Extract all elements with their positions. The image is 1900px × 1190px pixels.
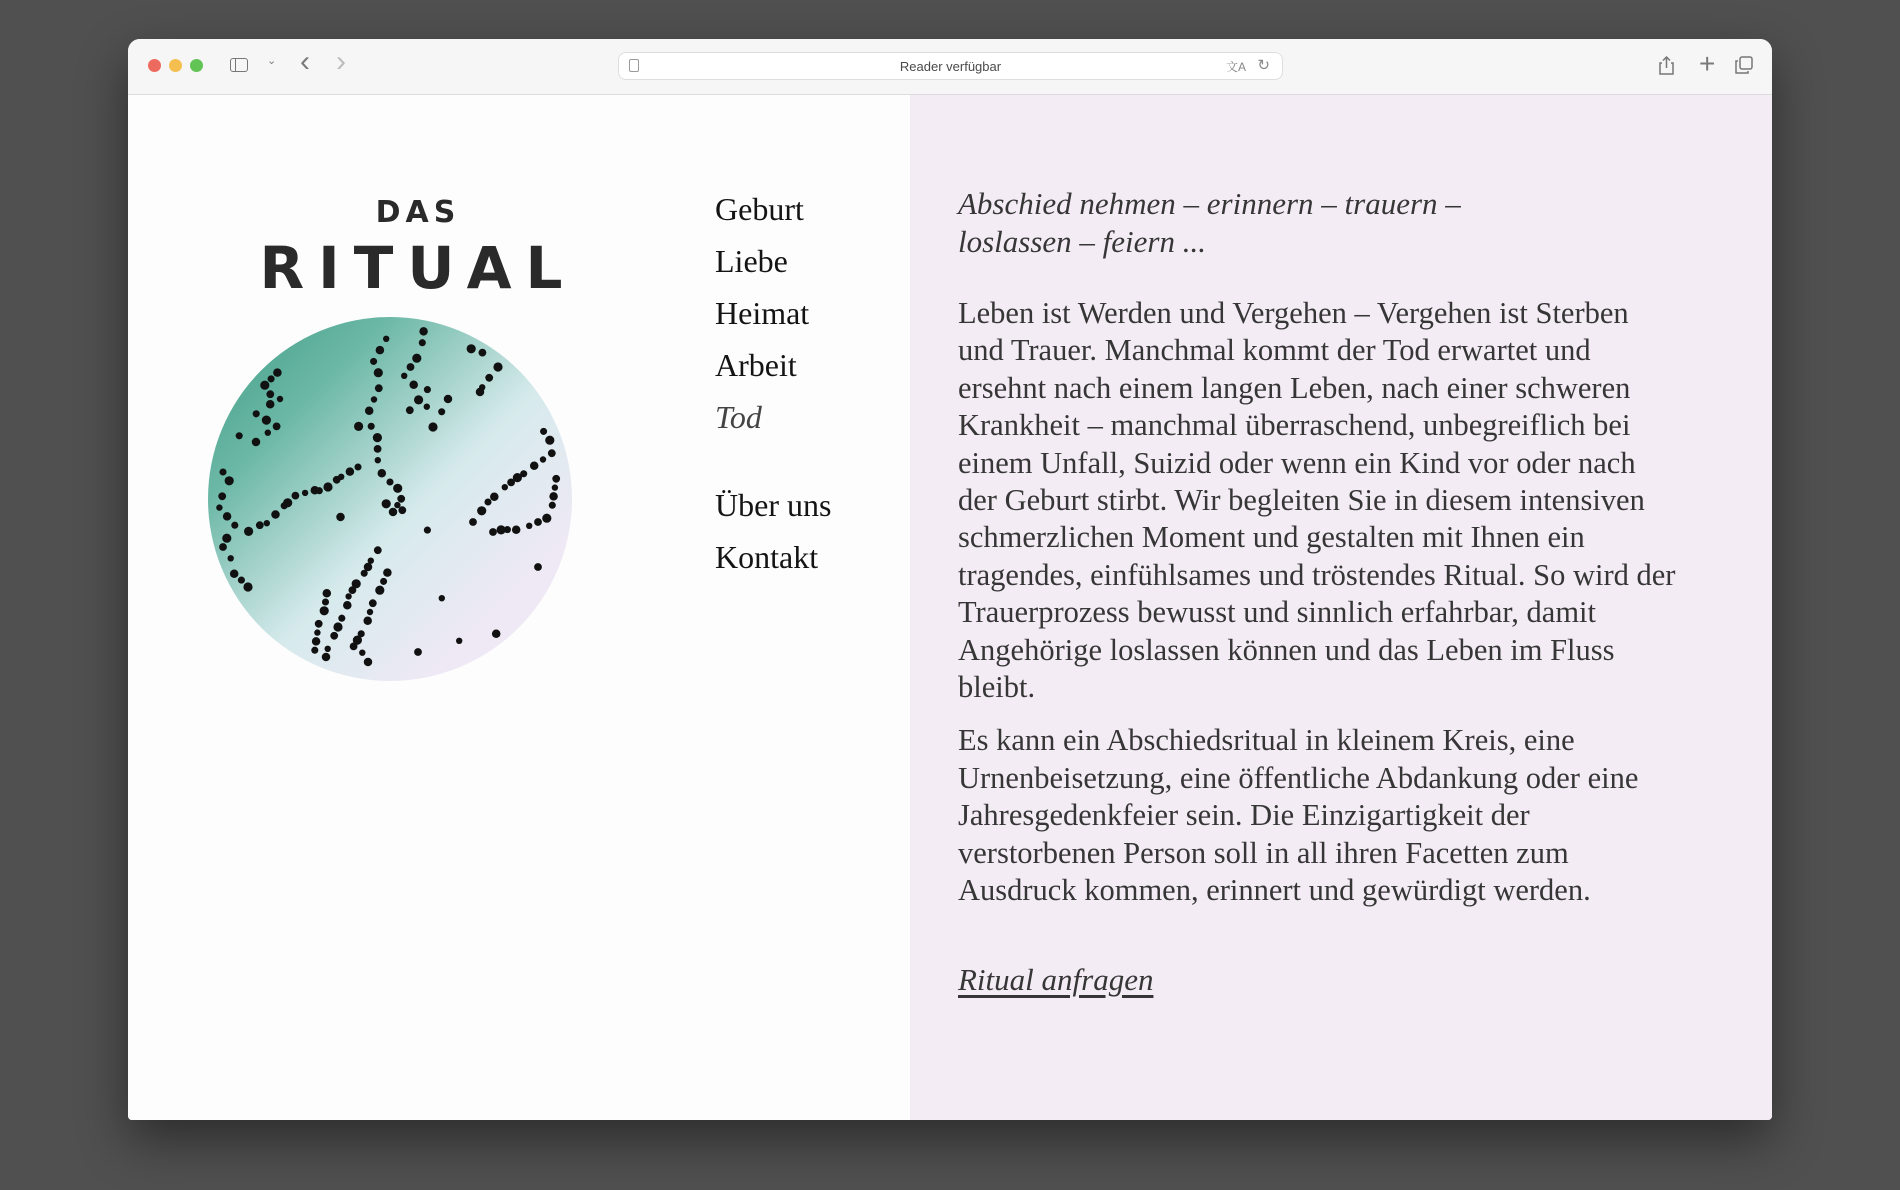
orb-dot (549, 502, 556, 509)
orb-dot (502, 484, 508, 490)
orb-dot (349, 586, 357, 594)
page-content (128, 95, 1772, 1120)
orb-dot (376, 346, 385, 355)
orb-dot (252, 438, 261, 447)
orb-dot (375, 384, 383, 392)
orb-dot (477, 506, 486, 515)
orb-dot (312, 637, 321, 646)
orb-dot (373, 433, 382, 442)
orb-dot (419, 327, 428, 336)
orb-dot (361, 570, 368, 577)
orb-dot (277, 396, 283, 402)
orb-dot (273, 368, 282, 377)
orb-dot (439, 595, 445, 601)
orb-dot (512, 526, 521, 535)
orb-dot (268, 375, 275, 382)
forward-arrow-icon[interactable]: › (336, 45, 346, 78)
orb-dot (485, 374, 493, 382)
orb-dot (545, 436, 554, 445)
orb-dot (231, 522, 238, 529)
logo-orb-illustration (208, 317, 572, 681)
site-logo[interactable] (208, 195, 628, 302)
orb-dot (238, 577, 245, 584)
orb-dot (489, 528, 497, 536)
orb-dot (228, 555, 234, 561)
orb-dot (534, 518, 542, 526)
translate-icon[interactable]: 文A (1225, 60, 1246, 74)
orb-dot (383, 336, 389, 342)
orb-dot (497, 525, 506, 534)
nav-spacer (715, 443, 831, 479)
orb-dot (493, 362, 502, 371)
orb-dot (371, 396, 377, 402)
orb-dot (218, 492, 226, 500)
orb-dot (552, 475, 560, 483)
orb-dot (216, 504, 222, 510)
orb-dot (438, 408, 445, 415)
orb-dot (322, 653, 331, 662)
orb-dot (333, 622, 342, 631)
orb-dot (260, 381, 269, 390)
orb-dot (343, 601, 352, 610)
orb-dot (243, 582, 252, 591)
orb-dot (322, 598, 329, 605)
orb-dot (397, 495, 405, 503)
orb-dot (363, 617, 372, 626)
orb-dot (320, 606, 329, 615)
orb-dot (350, 643, 358, 651)
orb-dot (345, 593, 351, 599)
orb-dot (354, 422, 363, 431)
nav-item-liebe[interactable]: Liebe (715, 243, 788, 279)
orb-circle (208, 317, 572, 681)
orb-dot (369, 599, 377, 607)
orb-dot (424, 404, 430, 410)
orb-dot (530, 462, 539, 471)
orb-dot (368, 423, 375, 430)
orb-dot (542, 514, 551, 523)
orb-dot (222, 534, 231, 543)
orb-dot (325, 646, 331, 652)
orb-dot (315, 620, 323, 628)
orb-dot (374, 368, 383, 377)
orb-dot (383, 568, 392, 577)
nav-item-geburt[interactable]: Geburt (715, 191, 804, 227)
orb-dot (273, 423, 281, 431)
right-pane (910, 95, 1772, 1120)
new-tab-icon[interactable]: + (1699, 48, 1716, 79)
article-lead: Abschied nehmen – erinnern – trauern – loslassen – feiern ... (958, 186, 1461, 259)
orb-dot (456, 638, 462, 644)
close-window-button[interactable] (148, 59, 161, 72)
orb-dot (401, 373, 407, 379)
orb-dot (302, 490, 308, 496)
reload-icon[interactable]: ↻ (1257, 57, 1270, 74)
back-arrow-icon[interactable]: ‹ (300, 45, 310, 78)
orb-dot (219, 543, 227, 551)
sidebar-toggle-icon[interactable] (230, 58, 248, 72)
orb-dot (534, 563, 542, 571)
article-paragraph-2: Es kann ein Abschiedsritual in kleinem Kreis, eine Urnenbeisetzung, eine öffentliche Abdankung oder eine Jahresgedenkfeier sein. Die Einzigartigkeit der verstorbenen Person soll in all ihren Facetten zum Ausdruck kommen, erinnert und gewürdigt werden. (958, 723, 1639, 908)
orb-dot (354, 463, 361, 470)
address-bar-text: Reader verfügbar (899, 59, 1002, 74)
left-pane (128, 95, 910, 1120)
orb-dot (552, 484, 558, 490)
orb-dot (264, 520, 270, 526)
orb-dot (378, 469, 387, 478)
orb-dot (364, 658, 373, 667)
orb-dot (244, 527, 253, 536)
article (958, 185, 1678, 998)
orb-dot (394, 502, 400, 508)
nav-item-arbeit[interactable]: Arbeit (715, 347, 797, 383)
logo-text-ritual: RITUAL (259, 234, 577, 302)
orb-dot (253, 410, 260, 417)
nav-item-ueber-uns[interactable]: Über uns (715, 487, 832, 523)
orb-dot (223, 512, 232, 521)
orb-dot (479, 349, 487, 357)
article-paragraph-1: Leben ist Werden und Vergehen – Vergehen ist Sterben und Trauer. Manchmal kommt der Tod erwartet und ersehnt nach einem langen Leben, nach einer schweren Krankheit – manchmal überraschend, unbegreiflich bei einem Unfall, Suizid oder wenn ein Kind vor oder nach der Geburt stirbt. Wir begleiten Sie in diesem intensiven schmerzlichen Moment und gestalten mit Ihnen ein tragendes, einfühlsames und tröstendes Ritual. So wird der Trauerprozess bewusst und sinnlich erfahrbar, damit Angehörige loslassen können und das Leben im Fluss bleibt. (958, 296, 1676, 705)
orb-dot (414, 395, 423, 404)
chevron-down-icon[interactable]: ⌄ (267, 55, 277, 67)
orb-dot (526, 523, 532, 529)
orb-dot (375, 457, 381, 463)
orb-dot (374, 445, 382, 453)
orb-dot (414, 648, 422, 656)
orb-dot (225, 476, 234, 485)
orb-dot (330, 632, 338, 640)
orb-dot (367, 609, 373, 615)
orb-dot (476, 388, 485, 397)
orb-dot (393, 484, 402, 493)
orb-dot (266, 390, 274, 398)
browser-window (128, 39, 1772, 1120)
orb-dot (467, 344, 476, 353)
orb-dot (314, 629, 320, 635)
orb-dot (365, 407, 374, 416)
address-bar[interactable] (618, 52, 1283, 80)
orb-dot (292, 492, 300, 500)
request-ritual-link[interactable]: Ritual anfragen (958, 961, 1154, 997)
orb-dot (338, 474, 344, 480)
orb-dot (230, 570, 239, 579)
orb-dot (323, 589, 332, 598)
nav-item-tod[interactable]: Tod (715, 399, 762, 435)
orb-dot (262, 416, 271, 425)
orb-dot (398, 506, 406, 514)
main-navigation (715, 183, 831, 583)
orb-dot (428, 422, 437, 431)
orb-dot (311, 647, 318, 654)
minimize-window-button[interactable] (169, 59, 182, 72)
orb-dot (265, 430, 271, 436)
nav-item-kontakt[interactable]: Kontakt (715, 539, 819, 575)
orb-dot (409, 381, 418, 390)
share-icon[interactable] (1659, 56, 1674, 75)
orb-dot (219, 468, 226, 475)
orb-dot (492, 630, 501, 639)
orb-dot (346, 467, 355, 476)
orb-dot (336, 513, 345, 522)
orb-dot (540, 428, 547, 435)
logo-text-das: DAS (375, 195, 461, 230)
orb-dot (380, 578, 387, 585)
orb-dot (389, 508, 398, 517)
orb-dot (490, 492, 499, 501)
orb-dot (549, 492, 558, 501)
orb-dot (271, 510, 280, 519)
browser-toolbar (128, 39, 1772, 95)
orb-dot (412, 354, 421, 363)
orb-dot (419, 339, 426, 346)
orb-dot (484, 498, 491, 505)
orb-dot (323, 482, 332, 491)
orb-dot (283, 498, 292, 507)
orb-dot (469, 518, 477, 526)
orb-dot (256, 521, 264, 529)
orb-dot (444, 395, 453, 404)
orb-dot (316, 487, 323, 494)
orb-dot (540, 456, 546, 462)
orb-dot (236, 432, 243, 439)
orb-dot (507, 479, 515, 487)
orb-dot (375, 586, 384, 595)
orb-dot (359, 650, 365, 656)
orb-dot (424, 527, 431, 534)
orb-dot (386, 478, 393, 485)
orb-dot (406, 406, 414, 414)
tab-overview-icon[interactable] (1735, 56, 1753, 74)
nav-item-heimat[interactable]: Heimat (715, 295, 810, 331)
orb-dot (374, 546, 382, 554)
maximize-window-button[interactable] (190, 59, 203, 72)
orb-dot (266, 400, 275, 409)
orb-dot (338, 615, 345, 622)
orb-dot (407, 363, 415, 371)
orb-dot (548, 449, 556, 457)
orb-dot (370, 358, 377, 365)
orb-dot (424, 386, 431, 393)
orb-dot (382, 499, 391, 508)
